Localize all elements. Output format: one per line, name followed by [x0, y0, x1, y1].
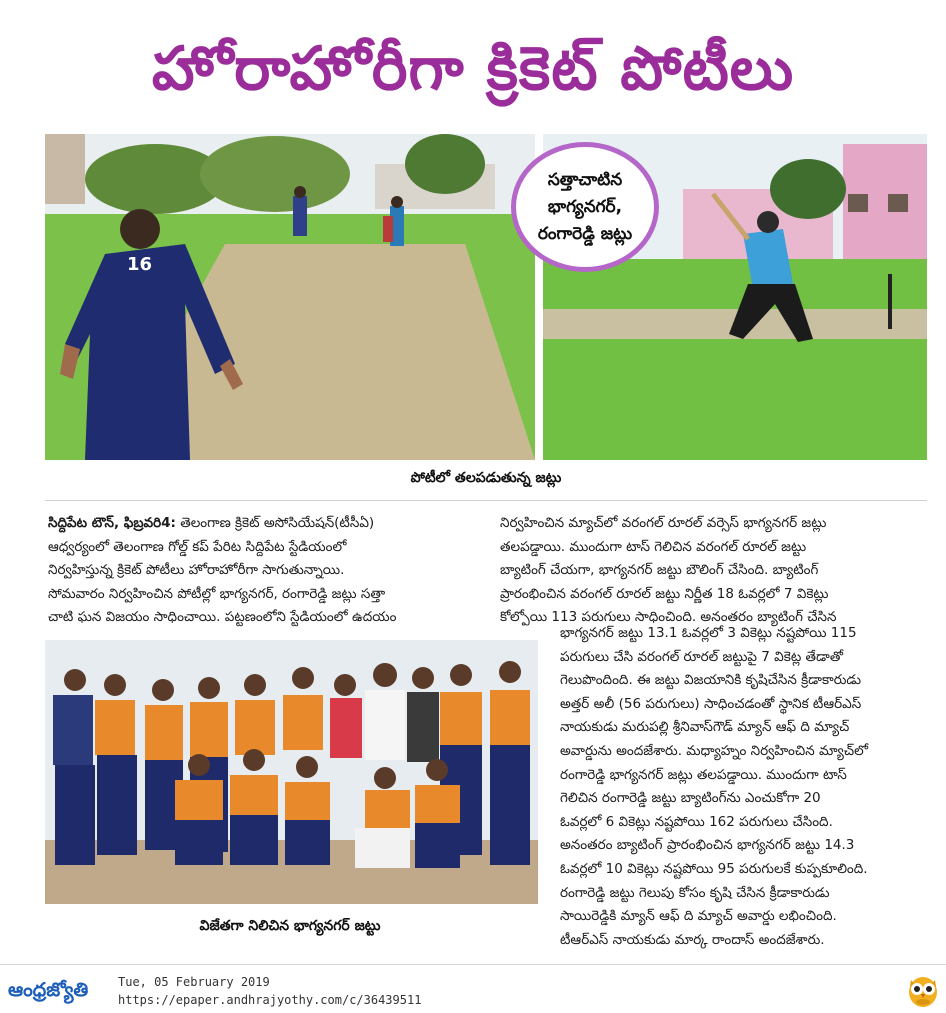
article-column-right-top	[500, 512, 926, 630]
article-line: అవార్డును అందజేశారు. మధ్యాహ్నం నిర్వహించిన మ్యాచ్‌లో	[560, 742, 868, 759]
article-line: టీఆర్‌ఎస్‌ నాయకుడు మార్క రాందాస్‌ అందజేశారు.	[560, 931, 825, 948]
article-line: తలపడ్డాయి. ముందుగా టాస్‌ గెలిచిన వరంగల్‌ రూరల్‌ జట్టు	[500, 538, 807, 555]
article-line: నిర్వహించిన మ్యాచ్‌లో వరంగల్‌ రూరల్‌ వర్సెస్‌ భాగ్యనగర్‌ జట్లు	[500, 515, 827, 531]
article-line: నిర్వహిస్తున్న క్రికెట్‌ పోటీలు హోరాహోరీగా సాగుతున్నాయి.	[48, 562, 345, 579]
photo-caption-bottom: విజేతగా నిలిచిన భాగ్యనగర్‌ జట్టు	[199, 918, 381, 934]
article-line: ప్రారంభించిన వరంగల్‌ రూరల్‌ జట్టు నిర్ణీత 18 ఓవర్లలో 7 వికెట్లు	[500, 585, 829, 602]
article-line: భాగ్యనగర్‌ జట్టు 13.1 ఓవర్లలో 3 వికెట్లు నష్టపోయి 115	[560, 625, 857, 641]
article-line: బ్యాటింగ్‌ చేయగా, భాగ్యనగర్‌ జట్టు బౌలింగ్‌ చేసింది. బ్యాటింగ్‌	[500, 562, 819, 579]
article-line: రంగారెడ్డి భాగ్యనగర్‌ జట్లు తలపడ్డాయి. ముందుగా టాస్‌	[560, 766, 847, 783]
section-divider	[45, 500, 927, 501]
badge-line-3: రంగారెడ్డి జట్లు	[537, 223, 633, 244]
article-line: అత్తర్‌ అలీ (56 పరుగులు) సాధించడంతో స్థానిక టీఆర్‌ఎస్‌	[560, 695, 862, 712]
article-line: గెలుపొందింది. ఈ జట్టు విజయానికి కృషిచేసిన క్రీడాకారుడు	[560, 672, 862, 689]
article-line: గెలిచిన రంగారెడ్డి జట్టు బ్యాటింగ్‌ను ఎంచుకోగా 20	[560, 790, 821, 807]
footer-divider	[0, 964, 946, 965]
article-line: ఆధ్వర్యంలో తెలంగాణ గోల్డ్‌ కప్‌ పేరిట సిద్దిపేట స్టేడియంలో	[48, 538, 347, 555]
publication-date: Tue, 05 February 2019	[118, 975, 270, 989]
article-line	[48, 512, 488, 536]
article-line: చాటి ఘన విజయం సాధించాయి. పట్టణంలోని స్టేడియంలో ఉదయం	[48, 609, 397, 626]
headline: హోరాహోరీగా క్రికెట్‌ పోటీలు	[151, 34, 795, 104]
owl-mascot-icon	[906, 972, 940, 1008]
photo-caption-top: పోటీలో తలపడుతున్న జట్లు	[410, 470, 562, 486]
article-text: తెలంగాణ క్రికెట్‌ అసోసియేషన్‌(టీసీఏ)	[180, 515, 375, 531]
team-photo	[45, 640, 538, 904]
article-column-right-bottom	[560, 622, 926, 952]
highlight-badge	[511, 142, 659, 272]
article-line: ఓవర్లలో 6 వికెట్లు నష్టపోయి 162 పరుగులు చేసింది.	[560, 813, 833, 830]
article-line: సాయిరెడ్డికి మ్యాన్‌ ఆఫ్‌ ది మ్యాచ్‌ అవార్డు లభించింది.	[560, 908, 837, 925]
article-column-left	[48, 512, 488, 630]
badge-line-1: సత్తాచాటిన	[547, 169, 623, 190]
article-line: నాయకుడు మరుపల్లి శ్రీనివాస్‌గౌడ్‌ మ్యాన్‌ ఆఫ్‌ ది మ్యాచ్‌	[560, 719, 850, 736]
publication-logo[interactable]: ఆంధ్రజ్యోతి	[8, 979, 89, 1001]
article-line: సోమవారం నిర్వహించిన పోటీల్లో భాగ్యనగర్‌, రంగారెడ్డి జట్లు సత్తా	[48, 585, 386, 602]
match-photo-bowler	[45, 134, 535, 460]
badge-line-2: భాగ్యనగర్‌,	[547, 196, 623, 217]
article-line: అనంతరం బ్యాటింగ్‌ ప్రారంభించిన భాగ్యనగర్‌ జట్టు 14.3	[560, 837, 855, 854]
article-line: కోల్పోయి 113 పరుగులు సాధించింది. అనంతరం బ్యాటింగ్‌ చేసిన	[500, 609, 837, 626]
article-line: ఓవర్లలో 10 వికెట్లు నష్టపోయి 95 పరుగులకే కుప్పకూలింది.	[560, 860, 868, 877]
article-line: పరుగులు చేసి వరంగల్‌ రూరల్‌ జట్టుపై 7 వికెట్ల తేడాతో	[560, 648, 843, 665]
epaper-link[interactable]: https://epaper.andhrajyothy.com/c/36439511	[118, 993, 422, 1007]
dateline: సిద్దిపేట టౌన్‌, ఫిబ్రవరి4:	[48, 515, 176, 531]
footer-meta	[118, 973, 421, 1009]
jersey-number: 16	[127, 254, 153, 275]
article-line: రంగారెడ్డి జట్టు గెలుపు కోసం కృషి చేసిన క్రీడాకారుడు	[560, 884, 830, 901]
